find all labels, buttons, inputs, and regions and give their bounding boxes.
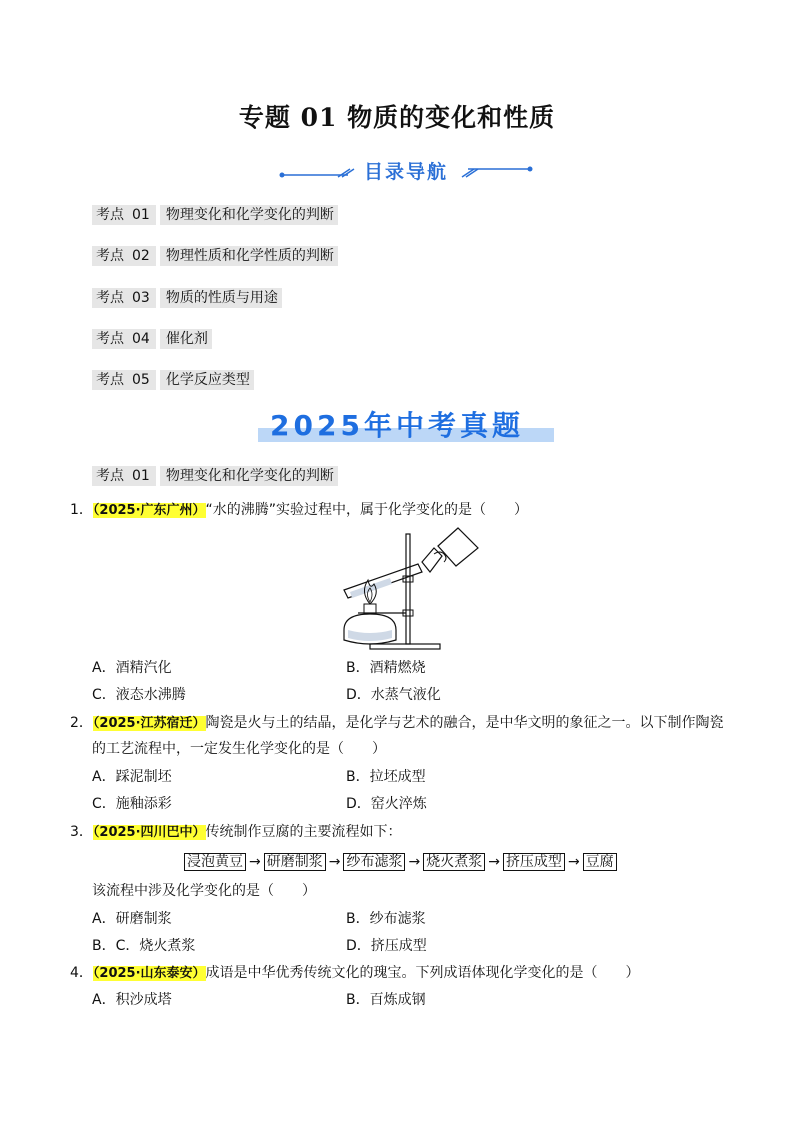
- toc-item-title: 物质的性质与用途: [160, 288, 282, 308]
- option-2a[interactable]: A．踩泥制坯: [92, 769, 172, 785]
- question-text: “水的沸腾”实验过程中，属于化学变化的是（ ）: [205, 502, 529, 518]
- option-1c[interactable]: C．液态水沸腾: [92, 687, 186, 703]
- toc-item-number: 01: [128, 205, 156, 225]
- option-4a[interactable]: A．积沙成塔: [92, 992, 172, 1008]
- option-3b[interactable]: B．纱布滤浆: [346, 911, 426, 927]
- toc-item-number: 05: [128, 370, 156, 390]
- toc-item-label: 考点: [92, 370, 128, 390]
- question-number: 2．: [70, 715, 93, 731]
- option-3c[interactable]: B．C．烧火煮浆: [92, 938, 196, 954]
- flow-step: 挤压成型: [503, 853, 565, 871]
- flow-step: 研磨制浆: [264, 853, 326, 871]
- toc-item[interactable]: [92, 203, 338, 227]
- toc-heading-text: 目录导航: [363, 161, 448, 183]
- flow-step: 豆腐: [583, 853, 617, 871]
- option-1b[interactable]: B．酒精燃烧: [346, 660, 426, 676]
- toc-item-title: 催化剂: [160, 329, 212, 349]
- question-source-tag: （2025·江苏宿迁）: [92, 716, 206, 731]
- question-3-text-cont: 该流程中涉及化学变化的是（ ）: [92, 883, 316, 899]
- section-number: 01: [128, 466, 156, 486]
- question-2-stem: [70, 713, 724, 734]
- toc-item-title: 化学反应类型: [160, 370, 254, 390]
- option-1a[interactable]: A．酒精汽化: [92, 660, 172, 676]
- toc-item[interactable]: [92, 244, 338, 268]
- flow-arrow: →: [328, 854, 341, 870]
- flow-step: 浸泡黄豆: [184, 853, 246, 871]
- option-1d[interactable]: D．水蒸气液化: [346, 687, 441, 703]
- toc-item-label: 考点: [92, 288, 128, 308]
- process-flow: [184, 852, 617, 872]
- toc-heading: [278, 156, 534, 186]
- option-3a[interactable]: A．研磨制浆: [92, 911, 172, 927]
- section-label: 考点: [92, 466, 128, 486]
- option-2c[interactable]: C．施釉添彩: [92, 796, 172, 812]
- question-source-tag: （2025·山东泰安）: [92, 966, 206, 981]
- page-title: 专题 01 物质的变化和性质: [238, 103, 556, 132]
- flow-step: 纱布滤浆: [343, 853, 405, 871]
- flow-arrow: →: [488, 854, 500, 870]
- flow-arrow: →: [408, 854, 421, 870]
- question-2-text-cont: 的工艺流程中，一定发生化学变化的是（ ）: [92, 741, 386, 757]
- option-3d[interactable]: D．挤压成型: [346, 938, 427, 954]
- toc-item-label: 考点: [92, 329, 128, 349]
- toc-item-number: 04: [128, 329, 156, 349]
- flow-arrow: →: [567, 854, 580, 870]
- toc-item-label: 考点: [92, 246, 128, 266]
- question-text: 成语是中华优秀传统文化的瑰宝。下列成语体现化学变化的是（ ）: [205, 965, 640, 981]
- option-4b[interactable]: B．百炼成钢: [346, 992, 426, 1008]
- toc-item-title: 物理变化和化学变化的判断: [160, 205, 338, 225]
- toc-item[interactable]: [92, 368, 254, 392]
- option-2b[interactable]: B．拉坯成型: [346, 769, 426, 785]
- option-2d[interactable]: D．窑火淬炼: [346, 796, 427, 812]
- toc-item[interactable]: [92, 327, 212, 351]
- toc-item-label: 考点: [92, 205, 128, 225]
- section-title: 物理变化和化学变化的判断: [160, 466, 338, 486]
- flow-step: 烧火煮浆: [423, 853, 485, 871]
- question-number: 4．: [70, 965, 93, 981]
- toc-item-number: 03: [128, 288, 156, 308]
- section-banner: 2025年中考真题: [270, 409, 524, 442]
- question-text: 陶瓷是火与土的结晶，是化学与艺术的融合，是中华文明的象征之一。以下制作陶瓷: [205, 715, 724, 731]
- question-4-stem: [70, 963, 640, 984]
- boiling-apparatus-illustration: [330, 526, 480, 652]
- question-text: 传统制作豆腐的主要流程如下：: [205, 824, 402, 840]
- section-heading: [92, 464, 338, 488]
- question-1-stem: [70, 500, 528, 521]
- flow-arrow: →: [249, 854, 261, 870]
- question-source-tag: （2025·广东广州）: [92, 503, 206, 518]
- question-number: 3．: [70, 824, 93, 840]
- question-number: 1．: [70, 502, 93, 518]
- toc-item[interactable]: [92, 286, 282, 310]
- question-source-tag: （2025·四川巴中）: [92, 825, 206, 840]
- toc-item-number: 02: [128, 246, 156, 266]
- toc-item-title: 物理性质和化学性质的判断: [160, 246, 338, 266]
- question-3-stem: [70, 822, 402, 843]
